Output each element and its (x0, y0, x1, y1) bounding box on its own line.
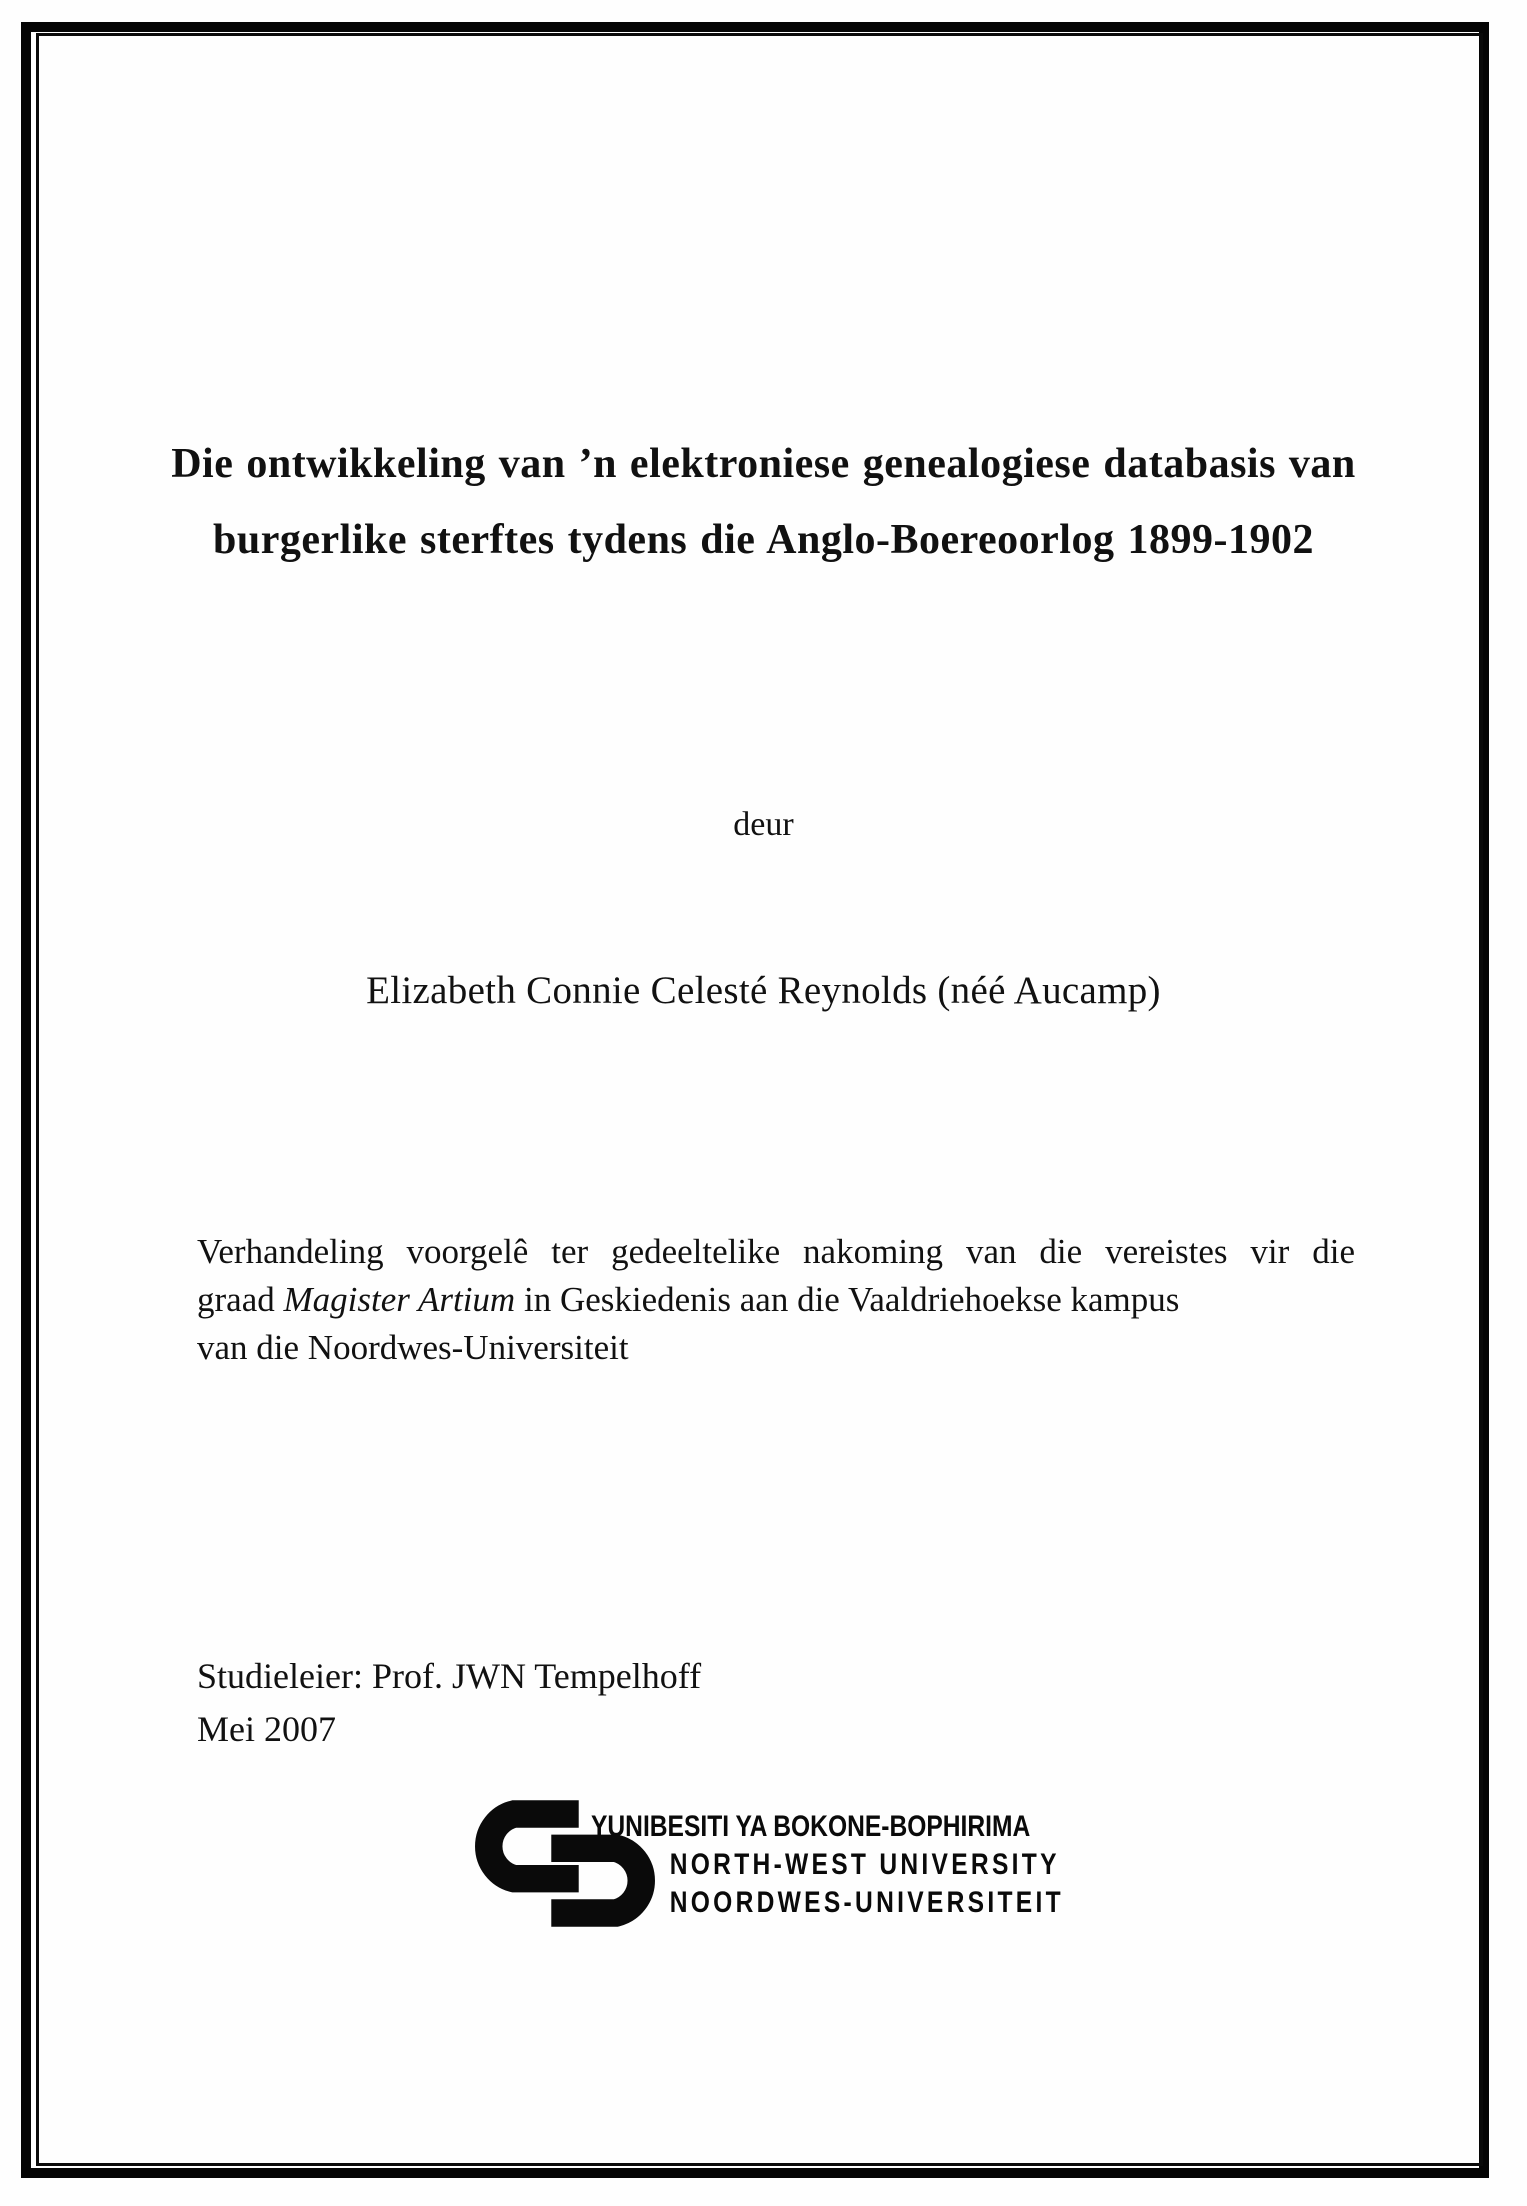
logo-text-setswana: YUNIBESITI YA BOKONE-BOPHIRIMA (591, 1810, 1031, 1843)
thesis-title-line2: burgerlike sterftes tydens die Anglo-Boereoorlog 1899-1902 (213, 517, 1314, 564)
university-logo-text (591, 1808, 1064, 1922)
supervisor-block (197, 1650, 701, 1756)
byline-deur: deur (733, 806, 794, 843)
university-logo (467, 1798, 1267, 1958)
logo-text-afrikaans: NOORDWES-UNIVERSITEIT (669, 1886, 1064, 1919)
degree-statement-line3: van die Noordwes-Universiteit (197, 1328, 629, 1367)
date-line: Mei 2007 (197, 1709, 336, 1749)
degree-statement-line2-pre: graad (197, 1280, 284, 1319)
logo-text-english: NORTH-WEST UNIVERSITY (669, 1848, 1060, 1881)
thesis-title (50, 426, 1477, 578)
author-name: Elizabeth Connie Celesté Reynolds (néé Aucamp) (366, 969, 1161, 1012)
thesis-title-line1: Die ontwikkeling van ’n elektroniese genealogiese databasis van (171, 441, 1356, 488)
degree-statement-line2 (197, 1276, 1355, 1324)
supervisor-line: Studieleier: Prof. JWN Tempelhoff (197, 1656, 702, 1696)
degree-name: Magister Artium (283, 1280, 516, 1319)
degree-statement-line1: Verhandeling voorgelê ter gedeeltelike nakoming van die vereistes vir die (197, 1232, 1355, 1271)
degree-statement-line2-post: in Geskiedenis aan die Vaaldriehoekse kampus (515, 1280, 1180, 1319)
degree-statement (197, 1228, 1355, 1372)
